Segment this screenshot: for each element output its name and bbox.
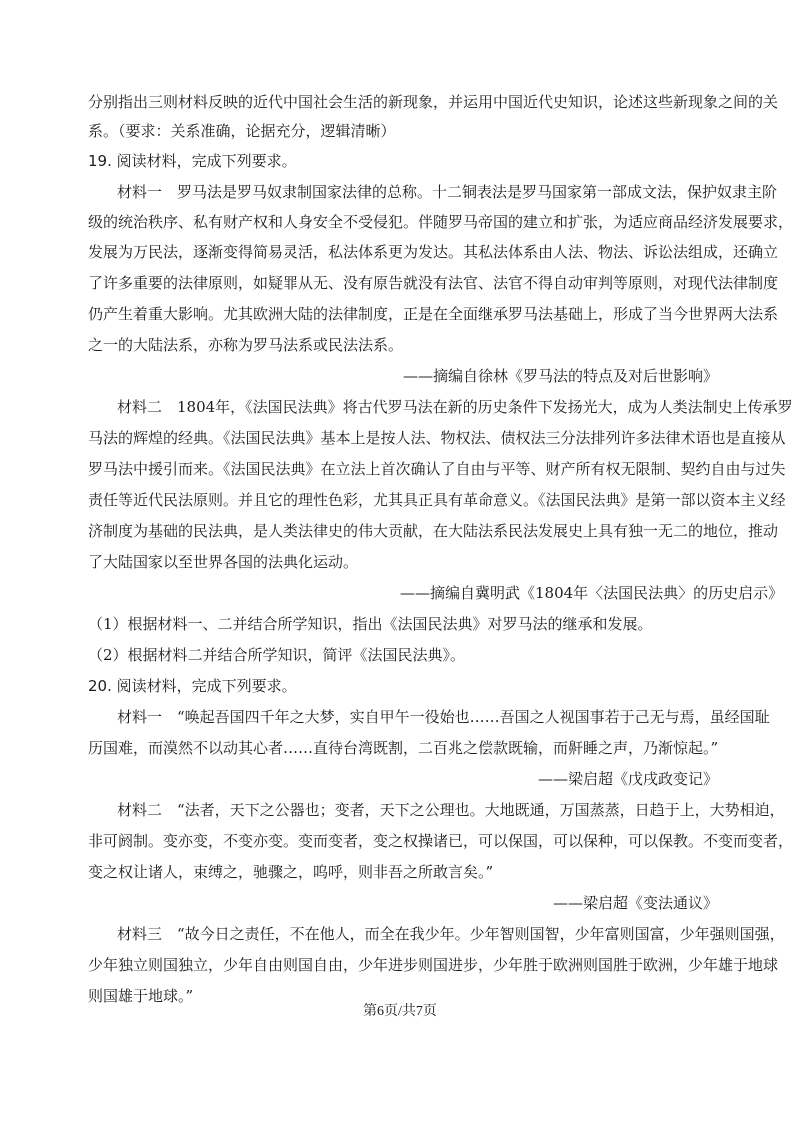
q19-material-2-line: 济制度为基础的民法典，是人类法律史的伟大贡献，在大陆法系民法发展史上具有独一无二的地位，推动	[88, 522, 779, 540]
intro-line-2: 系。（要求：关系准确，论据充分，逻辑清晰）	[88, 122, 396, 140]
q19-material-1-line: 了许多重要的法律原则，如疑罪从无、没有原告就没有法官、法官不得自动审判等原则，对现代法律制度	[88, 274, 779, 292]
q20-material-2-line: 非可阏制。变亦变，不变亦变。变而变者，变之权操诸已，可以保国，可以保种，可以保教。不变而变者，	[88, 832, 794, 850]
question-20-title: 20. 阅读材料，完成下列要求。	[88, 677, 297, 695]
q19-material-2-source: ——摘编自冀明武《1804年〈法国民法典〉的历史启示》	[400, 584, 784, 602]
q19-material-1-line: 之一的大陆法系，亦称为罗马法系或民法法系。	[88, 336, 404, 354]
q20-material-2-source: ——梁启超《变法通议》	[552, 894, 718, 912]
q20-material-3-line: 少年独立则国独立，少年自由则国自由，少年进步则国进步，少年胜于欧洲则国胜于欧洲，少年雄于地球	[88, 956, 779, 974]
q20-material-2-line: 变之权让诸人，束缚之，驰骤之，呜呼，则非吾之所敢言矣。”	[88, 863, 494, 881]
q19-material-1-line: 发展为万民法，逐渐变得简易灵活，私法体系更为发达。其私法体系由人法、物法、诉讼法组成，还确立	[88, 243, 779, 261]
q19-material-2-line: 材料二 1804年，《法国民法典》将古代罗马法在新的历史条件下发扬光大，成为人类法制史上传承罗	[117, 398, 793, 416]
q19-sub-question-2: （2）根据材料二并结合所学知识，简评《法国民法典》。	[88, 646, 466, 664]
q20-material-3-line: 材料三 “故今日之责任，不在他人，而全在我少年。少年智则国智，少年富则国富，少年强则国强，	[117, 925, 785, 943]
q19-material-1-line: 仍产生着重大影响。尤其欧洲大陆的法律制度，正是在全面继承罗马法基础上，形成了当今世界两大法系	[88, 305, 779, 323]
intro-line-1: 分别指出三则材料反映的近代中国社会生活的新现象，并运用中国近代史知识，论述这些新现象之间的关	[88, 93, 779, 111]
q20-material-2-line: 材料二 “法者，天下之公器也；变者，天下之公理也。大地既通，万国蒸蒸，日趋于上，大势相迫，	[117, 801, 785, 819]
q19-material-1-source: ——摘编自徐林《罗马法的特点及对后世影响》	[402, 367, 718, 385]
q19-material-1-line: 材料一 罗马法是罗马奴隶制国家法律的总称。十二铜表法是罗马国家第一部成文法，保护奴隶主阶	[117, 183, 778, 201]
q20-material-3-line: 则国雄于地球。”	[88, 987, 194, 1005]
q19-material-2-line: 责任等近代民法原则。并且它的理性色彩，尤其具正具有革命意义。《法国民法典》是第一部以资本主义经	[88, 491, 786, 509]
q20-material-1-line: 历国难，而漠然不以动其心者……直待台湾既割，二百兆之偿款既输，而鼾睡之声，乃渐惊起。”	[88, 739, 719, 757]
q19-material-2-line: 马法的辉煌的经典。《法国民法典》基本上是按人法、物权法、债权法三分法排列许多法律术语也是直接从	[88, 429, 786, 447]
page-number: 第6页/共7页	[363, 1004, 437, 1019]
q20-material-1-source: ——梁启超《戊戌政变记》	[537, 770, 718, 788]
q19-material-1-line: 级的统治秩序、私有财产权和人身安全不受侵犯。伴随罗马帝国的建立和扩张，为适应商品经济发展要求，	[88, 213, 794, 231]
q19-material-2-line: 了大陆国家以至世界各国的法典化运动。	[88, 553, 359, 571]
q19-sub-question-1: （1）根据材料一、二并结合所学知识，指出《法国民法典》对罗马法的继承和发展。	[88, 615, 653, 633]
q19-material-2-line: 罗马法中援引而来。《法国民法典》在立法上首次确认了自由与平等、财产所有权无限制、契约自由与过失	[88, 460, 786, 478]
question-19-title: 19. 阅读材料，完成下列要求。	[88, 152, 297, 170]
q20-material-1-line: 材料一 “唤起吾国四千年之大梦，实自甲午一役始也……吾国之人视国事若于己无与焉，虽经国耻	[117, 708, 770, 726]
